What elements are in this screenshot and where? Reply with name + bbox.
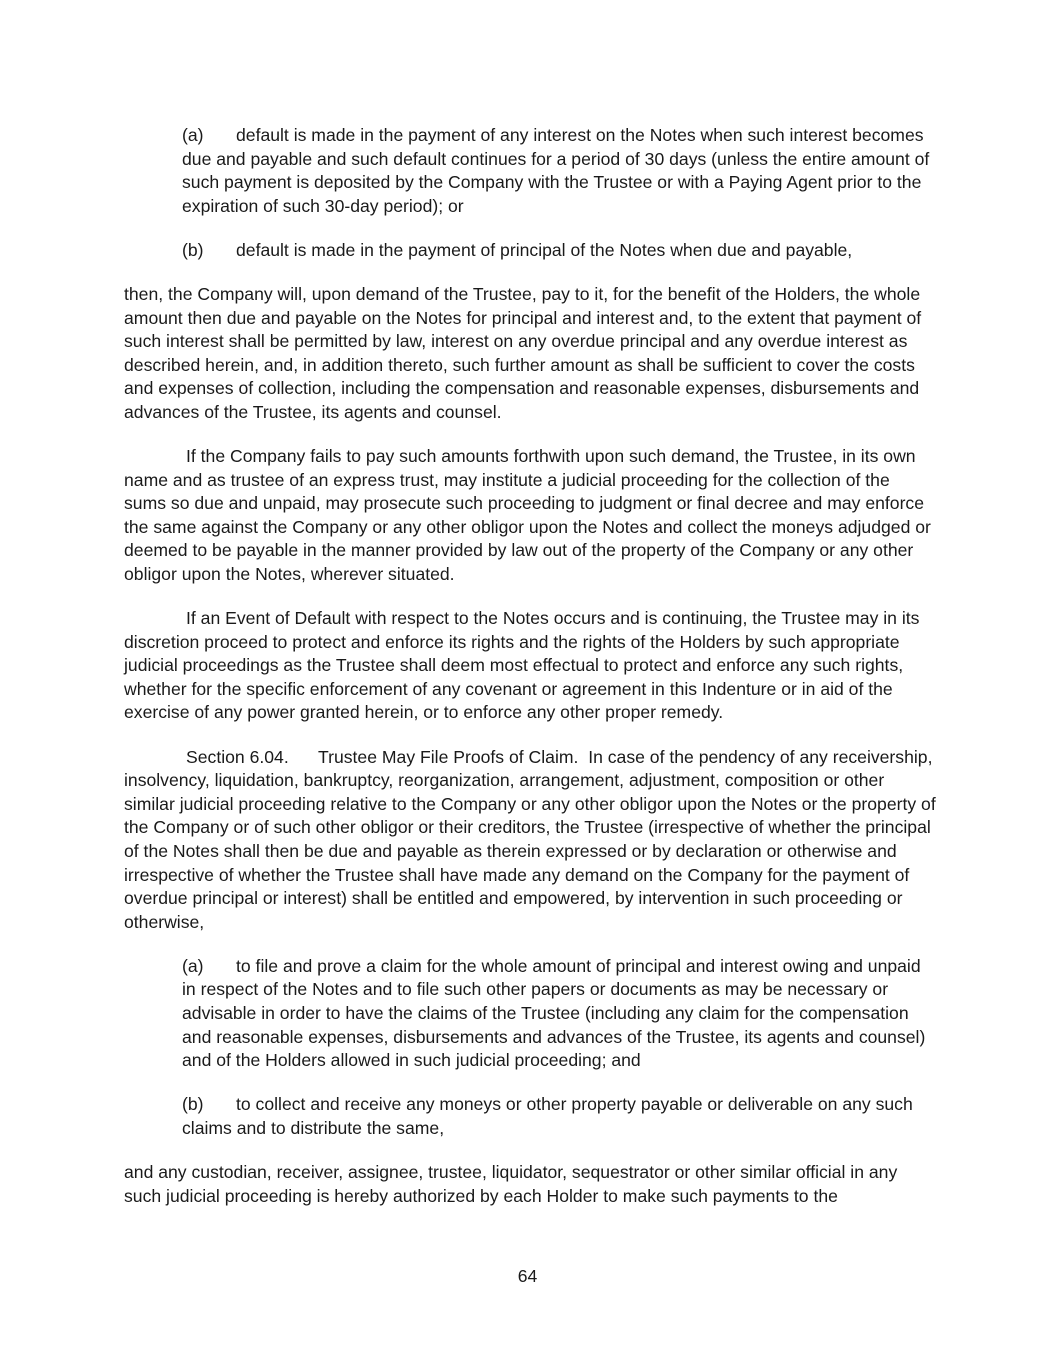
- clause-a-default-interest: [124, 124, 936, 218]
- section-6-04: [124, 746, 936, 935]
- clause-text: to collect and receive any moneys or other property payable or deliverable on any such claims and to distribute the same,: [182, 1094, 913, 1138]
- paragraph-event-of-default: If an Event of Default with respect to the Notes occurs and is continuing, the Trustee may in its discretion proceed to protect and enforce its rights and the rights of the Holders by such appropriate judicial proceedings as the Trustee shall deem most effectual to protect and enforce any such rights, whether for the specific enforcement of any covenant or agreement in this Indenture or in aid of the exercise of any power granted herein, or to enforce any other proper remedy.: [124, 608, 920, 723]
- section-number: Section 6.04.: [186, 746, 289, 767]
- paragraph-custodian-authorized: and any custodian, receiver, assignee, trustee, liquidator, sequestrator or other similar official in any such judicial proceeding is hereby authorized by each Holder to make such payments to the: [124, 1161, 898, 1206]
- paragraph-company-fails: If the Company fails to pay such amounts forthwith upon such demand, the Trustee, in its own name and as trustee of an express trust, may institute a judicial proceeding for the collection of the sums so due and unpaid, may prosecute such proceeding to judgment or final decree and may enforce the same against the Company or any other obligor upon the Notes and collect the moneys adjudged or deemed to be payable in the manner provided by law out of the property of the Company or any other obligor upon the Notes, wherever situated.: [124, 446, 931, 584]
- clause-b-collect-moneys: [124, 1093, 936, 1140]
- clause-number: (a): [182, 955, 204, 976]
- section-heading: Trustee May File Proofs of Claim.: [318, 746, 579, 767]
- clause-text: default is made in the payment of any interest on the Notes when such interest becomes due and payable and such default continues for a period of 30 days (unless the entire amount of such payment is deposited by the Company with the Trustee or with a Paying Agent prior to the expiration of such 30-day period); or: [182, 125, 930, 216]
- clause-b-default-principal: [124, 239, 936, 263]
- clause-number: (b): [182, 1094, 204, 1115]
- clause-text: to file and prove a claim for the whole amount of principal and interest owing and unpaid in respect of the Notes and to file such other papers or documents as may be necessary or advisable in order to have the claims of the Trustee (including any claim for the compensation and reasonable expenses, disbursements and advances of the Trustee, its agents and counsel) and of the Holders allowed in such judicial proceeding; and: [182, 955, 926, 1071]
- clause-a-file-claim: [124, 955, 936, 1073]
- clause-text: default is made in the payment of principal of the Notes when due and payable,: [236, 239, 853, 260]
- document-body: [124, 124, 936, 1229]
- page-number: 64: [517, 1266, 538, 1286]
- paragraph-company-payment: then, the Company will, upon demand of the Trustee, pay to it, for the benefit of the Holders, the whole amount then due and payable on the Notes for principal and interest and, to the extent that payment of such interest shall be permitted by law, interest on any overdue principal and any overdue interest as described herein, and, in addition thereto, such further amount as shall be sufficient to cover the costs and expenses of collection, including the compensation and reasonable expenses, disbursements and advances of the Trustee, its agents and counsel.: [124, 283, 922, 422]
- section-text: In case of the pendency of any receivership, insolvency, liquidation, bankruptcy, reorganization, arrangement, adjustment, composition or other similar judicial proceeding relative to the Company or any other obligor upon the Notes or the property of the Company or of such other obligor or their creditors, the Trustee (irrespective of whether the principal of the Notes shall then be due and payable as therein expressed or by declaration or otherwise and irrespective of whether the Trustee shall have made any demand on the Company for the payment of overdue principal or interest) shall be entitled and empowered, by intervention in such proceeding or otherwise,: [124, 746, 936, 932]
- clause-number: (b): [182, 239, 204, 260]
- clause-number: (a): [182, 125, 204, 145]
